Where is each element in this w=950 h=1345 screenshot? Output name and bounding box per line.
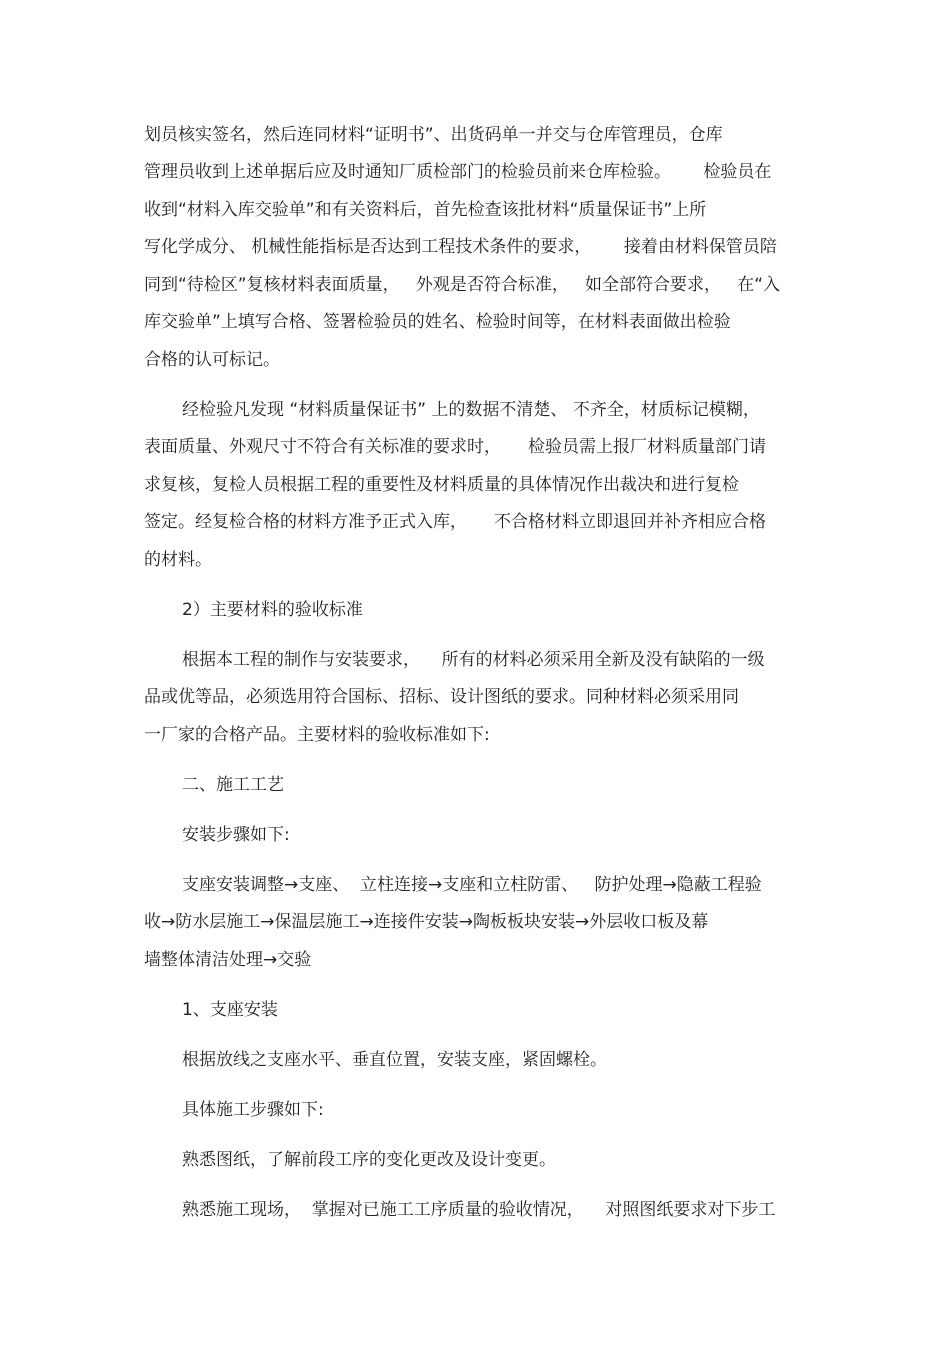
specific-steps-intro: 具体施工步骤如下: [182,1100,324,1120]
paragraph-4-line-3: 一厂家的合格产品。主要材料的验收标准如下: [144,725,490,745]
paragraph-1-line-3: 收到“材料入库交验单”和有关资料后，首先检查该批材料“质量保证书”上所 [144,200,707,220]
installation-steps-intro: 安装步骤如下: [182,825,290,845]
paragraph-1-line-7: 合格的认可标记。 [144,350,280,370]
process-flow-line-3: 墙整体清洁处理→交验 [144,950,312,970]
paragraph-2-line-2: 表面质量、外观尺寸不符合有关标准的要求时， 检验员需上报厂材料质量部门请 [144,437,767,457]
process-flow-line-2: 收→防水层施工→保温层施工→连接件安装→陶板板块安装→外层收口板及幕 [144,912,709,932]
paragraph-2-line-5: 的材料。 [144,550,212,570]
paragraph-12-line-1: 熟悉施工现场， 掌握对已施工工序质量的验收情况， 对照图纸要求对下步工 [182,1200,776,1220]
section-heading-acceptance-standard: 2）主要材料的验收标准 [182,600,363,620]
paragraph-4-line-1: 根据本工程的制作与安装要求， 所有的材料必须采用全新及没有缺陷的一级 [182,650,765,670]
paragraph-2-line-1: 经检验凡发现 “材料质量保证书” 上的数据不清楚、 不齐全，材质标记模糊， [182,400,760,420]
paragraph-9-line-1: 根据放线之支座水平、垂直位置，安装支座，紧固螺栓。 [182,1050,607,1070]
process-flow-line-1: 支座安装调整→支座、 立柱连接→支座和立柱防雷、 防护处理→隐蔽工程验 [182,875,762,895]
paragraph-2-line-4: 签定。经复检合格的材料方准予正式入库， 不合格材料立即退回并补齐相应合格 [144,512,767,532]
section-heading-construction-process: 二、施工工艺 [182,775,284,795]
paragraph-4-line-2: 品或优等品，必须选用符合国标、招标、设计图纸的要求。同种材料必须采用同 [144,687,739,707]
paragraph-1-line-4: 写化学成分、 机械性能指标是否达到工程技术条件的要求， 接着由材料保管员陪 [144,237,777,257]
paragraph-1-line-1: 划员核实签名，然后连同材料“证明书”、出货码单一并交与仓库管理员，仓库 [144,125,723,145]
paragraph-2-line-3: 求复核，复检人员根据工程的重要性及材料质量的具体情况作出裁决和进行复检 [144,475,739,495]
paragraph-11-line-1: 熟悉图纸，了解前段工序的变化更改及设计变更。 [182,1150,556,1170]
paragraph-1-line-2: 管理员收到上述单据后应及时通知厂质检部门的检验员前来仓库检验。 检验员在 [144,162,772,182]
paragraph-1-line-5: 同到“待检区”复核材料表面质量， 外观是否符合标准， 如全部符合要求， 在“入 [144,275,781,295]
subsection-heading-support-installation: 1、支座安装 [182,1000,278,1020]
paragraph-1-line-6: 库交验单”上填写合格、签署检验员的姓名、检验时间等，在材料表面做出检验 [144,312,731,332]
